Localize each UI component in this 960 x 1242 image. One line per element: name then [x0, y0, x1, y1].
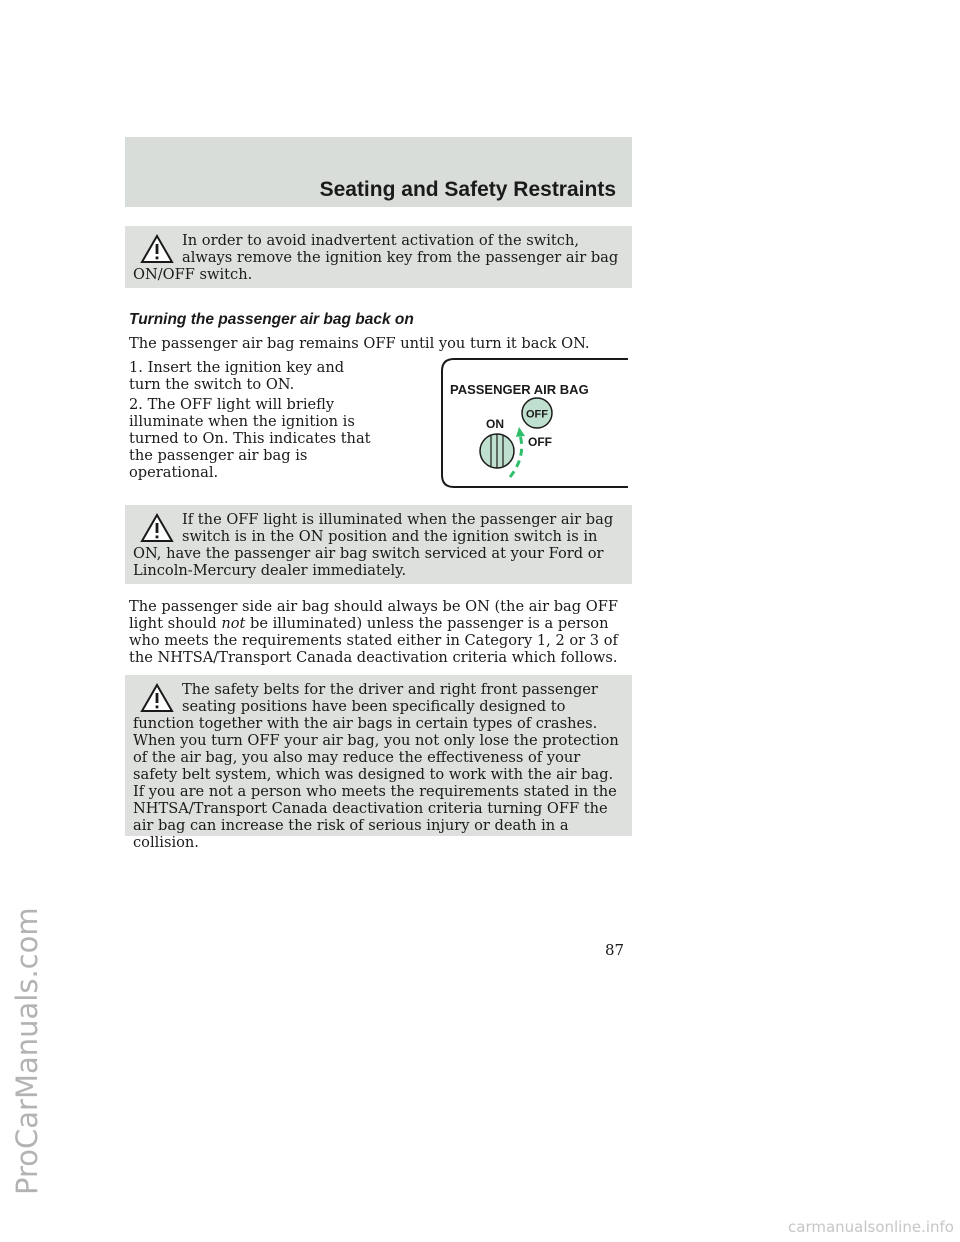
page-title: Seating and Safety Restraints [319, 178, 616, 201]
warning-icon [140, 513, 174, 543]
figure-label: PASSENGER AIR BAG [450, 382, 589, 397]
on-label: ON [486, 417, 504, 431]
warning-box [125, 226, 632, 288]
air-bag-on-paragraph [129, 598, 629, 666]
emphasis-text: not [221, 615, 246, 632]
intro-paragraph: The passenger air bag remains OFF until you turn it back ON. [129, 335, 590, 352]
warning-icon [140, 683, 174, 713]
warning-text: In order to avoid inadvertent activation of the switch, always remove the ignition key from the passenger air bag ON/OFF switch. [133, 232, 619, 283]
section-heading: Turning the passenger air bag back on [129, 311, 414, 328]
warning-text: The safety belts for the driver and right front passenger seating positions have been specifically designed to function together with the air bags in certain types of crashes. When you turn OFF your air bag, you not only lose the protection of the air bag, you also may reduce the effectiveness of your safety belt system, which was designed to work with the air bag. If you are not a person who meets the requirements stated in the NHTSA/Transport Canada deactivation criteria turning OFF the air bag can increase the risk of serious injury or death in a collision. [133, 681, 619, 851]
page-header [125, 137, 632, 207]
off-label: OFF [528, 435, 552, 449]
warning-icon [140, 234, 174, 264]
air-bag-switch-figure [440, 357, 630, 489]
page-number: 87 [605, 941, 625, 959]
paragraph-text: The passenger side air bag should always be ON (the air bag OFF light should [129, 598, 618, 632]
warning-text: If the OFF light is illuminated when the passenger air bag switch is in the ON position and the ignition switch is in ON, have the passenger air bag switch serviced at your Ford or Lincoln-Mercury dealer immediately. [133, 511, 614, 579]
warning-box [125, 675, 632, 851]
step-2: 2. The OFF light will briefly illuminate when the ignition is turned to On. This indicates that the passenger air bag is operational. [129, 396, 371, 481]
side-watermark: ProCarManuals.com [10, 907, 44, 1195]
warning-box [125, 505, 632, 584]
off-light-label: OFF [526, 408, 548, 421]
step-1: 1. Insert the ignition key and turn the switch to ON. [129, 359, 345, 393]
paragraph-text: be illuminated) unless the passenger is a person who meets the requirements stated either in Category 1, 2 or 3 of the NHTSA/Transport Canada deactivation criteria which follows. [129, 615, 618, 666]
footer-watermark: carmanualsonline.info [788, 1218, 954, 1236]
switch-knob-icon [480, 434, 514, 468]
